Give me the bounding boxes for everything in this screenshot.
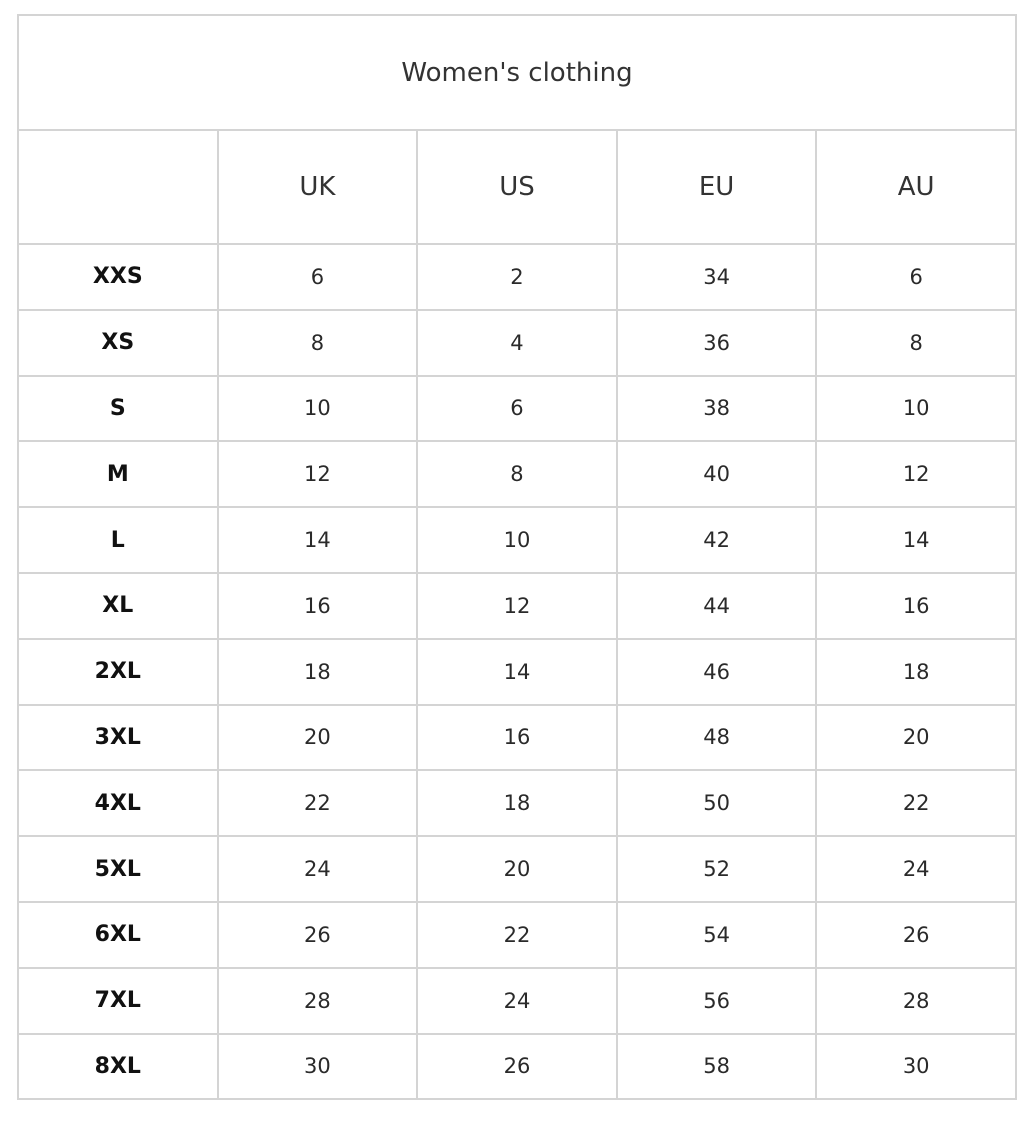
size-label-cell: XXS (18, 244, 218, 310)
size-value-au: 16 (816, 573, 1016, 639)
size-label-cell: XS (18, 310, 218, 376)
size-value-uk: 24 (218, 836, 418, 902)
header-cell-eu: EU (617, 130, 817, 244)
size-chart-table (17, 14, 1017, 1100)
size-value-uk: 18 (218, 639, 418, 705)
size-label-cell: 2XL (18, 639, 218, 705)
size-value-uk: 12 (218, 441, 418, 507)
size-value-au: 24 (816, 836, 1016, 902)
header-cell-au: AU (816, 130, 1016, 244)
size-label-cell: M (18, 441, 218, 507)
title-row (18, 15, 1016, 130)
header-cell-size (18, 130, 218, 244)
size-value-au: 30 (816, 1034, 1016, 1100)
size-chart-body (18, 15, 1016, 1099)
size-value-eu: 36 (617, 310, 817, 376)
size-value-us: 24 (417, 968, 617, 1034)
size-value-au: 22 (816, 770, 1016, 836)
size-value-us: 26 (417, 1034, 617, 1100)
table-row (18, 639, 1016, 705)
size-value-eu: 42 (617, 507, 817, 573)
size-value-eu: 56 (617, 968, 817, 1034)
size-value-eu: 54 (617, 902, 817, 968)
size-label-cell: 4XL (18, 770, 218, 836)
header-cell-uk: UK (218, 130, 418, 244)
size-value-eu: 38 (617, 376, 817, 442)
size-value-au: 20 (816, 705, 1016, 771)
size-value-eu: 58 (617, 1034, 817, 1100)
size-value-au: 26 (816, 902, 1016, 968)
header-row (18, 130, 1016, 244)
size-value-us: 20 (417, 836, 617, 902)
size-label-cell: XL (18, 573, 218, 639)
size-value-eu: 52 (617, 836, 817, 902)
size-label-cell: 5XL (18, 836, 218, 902)
size-label-cell: S (18, 376, 218, 442)
size-value-au: 6 (816, 244, 1016, 310)
size-value-eu: 46 (617, 639, 817, 705)
size-value-us: 16 (417, 705, 617, 771)
table-row (18, 770, 1016, 836)
table-row (18, 836, 1016, 902)
size-value-uk: 28 (218, 968, 418, 1034)
size-value-au: 12 (816, 441, 1016, 507)
table-row (18, 902, 1016, 968)
size-value-uk: 30 (218, 1034, 418, 1100)
size-value-us: 6 (417, 376, 617, 442)
size-value-uk: 16 (218, 573, 418, 639)
size-value-eu: 40 (617, 441, 817, 507)
size-label-cell: 8XL (18, 1034, 218, 1100)
table-row (18, 244, 1016, 310)
table-row (18, 968, 1016, 1034)
table-row (18, 441, 1016, 507)
table-row (18, 705, 1016, 771)
size-value-us: 22 (417, 902, 617, 968)
size-value-au: 18 (816, 639, 1016, 705)
size-value-uk: 6 (218, 244, 418, 310)
size-value-uk: 14 (218, 507, 418, 573)
size-value-us: 10 (417, 507, 617, 573)
size-value-us: 4 (417, 310, 617, 376)
table-row (18, 1034, 1016, 1100)
size-value-us: 18 (417, 770, 617, 836)
size-value-au: 28 (816, 968, 1016, 1034)
size-value-us: 2 (417, 244, 617, 310)
size-value-us: 12 (417, 573, 617, 639)
size-value-us: 8 (417, 441, 617, 507)
size-label-cell: L (18, 507, 218, 573)
table-row (18, 310, 1016, 376)
table-title: Women's clothing (18, 15, 1016, 130)
size-value-eu: 34 (617, 244, 817, 310)
size-value-au: 10 (816, 376, 1016, 442)
size-value-eu: 50 (617, 770, 817, 836)
size-value-uk: 22 (218, 770, 418, 836)
size-value-uk: 8 (218, 310, 418, 376)
size-value-us: 14 (417, 639, 617, 705)
size-label-cell: 7XL (18, 968, 218, 1034)
table-row (18, 573, 1016, 639)
size-label-cell: 6XL (18, 902, 218, 968)
size-value-uk: 20 (218, 705, 418, 771)
size-value-uk: 10 (218, 376, 418, 442)
table-row (18, 507, 1016, 573)
size-value-au: 14 (816, 507, 1016, 573)
header-cell-us: US (417, 130, 617, 244)
size-value-uk: 26 (218, 902, 418, 968)
table-row (18, 376, 1016, 442)
size-value-eu: 48 (617, 705, 817, 771)
size-value-au: 8 (816, 310, 1016, 376)
size-value-eu: 44 (617, 573, 817, 639)
size-label-cell: 3XL (18, 705, 218, 771)
